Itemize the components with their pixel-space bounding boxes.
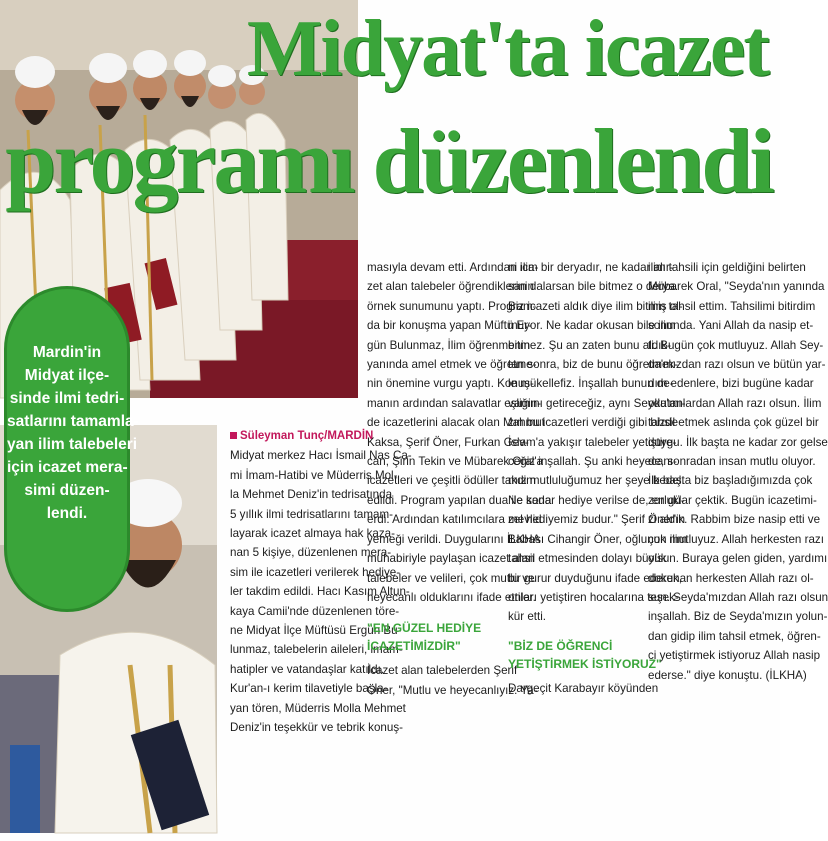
spot-line: sinde ilmi tedri- — [9, 390, 125, 407]
text-line: ilim tahsili için geldiğini belirten — [648, 261, 806, 274]
text-line: sonunda. Yani Allah da nasip et- — [648, 319, 814, 333]
text-line: örnek sunumunu yaptı. Program- — [367, 299, 537, 313]
text-line: da'mızdan razı olsun ve bütün yar- — [648, 358, 826, 372]
text-line: heyecanlı olduklarını ifade ettiler. — [367, 590, 536, 604]
article-column-3 — [508, 258, 688, 698]
text-line: sim ile icazetleri verilerek hediye- — [230, 565, 401, 579]
spot-line: Mardin'in — [32, 344, 102, 361]
text-line: Ne kadar hediye verilse de, en gü- — [508, 493, 685, 507]
text-line: mız mutluluğumuz her şeye bedel. — [508, 474, 685, 488]
text-line: tahsil etmek aslında çok güzel bir — [648, 416, 819, 430]
subheading-line: "EN GÜZEL HEDİYE — [367, 621, 482, 636]
text-line: dım edenlere, bizi bugüne kadar — [648, 377, 814, 391]
text-line: ni ilim bir deryadır, ne kadar alır- — [508, 261, 674, 274]
text-line: ederse." diye konuştu. (İLKHA) — [648, 668, 807, 682]
text-line: yanında amel etmek ve öğretme- — [367, 358, 537, 372]
spot-line: lendi. — [46, 505, 88, 522]
text-line: ilim tahsil ettim. Tahsilimi bitirdim — [648, 299, 816, 313]
subheading-line: İCAZETİMİZDİR" — [367, 639, 461, 654]
text-line: Mübarek Oral, "Seyda'nın yanında — [648, 280, 825, 294]
text-line: duygu. İlk başta ne kadar zor gelse — [648, 435, 828, 449]
text-line: muhabiriyle paylaşan icazet alan — [367, 552, 535, 566]
text-line: gün Bulunmaz, İlim öğrenmenin — [367, 338, 531, 352]
text-line: İcazet alan talebelerden Şerif — [367, 664, 518, 678]
text-line: Biz icazeti aldık diye ilim bitmiş ol- — [508, 299, 683, 313]
spot-line: satlarını tamamla- — [7, 413, 139, 430]
text-line: çok mutluyuz. Allah herkesten razı — [648, 532, 824, 546]
headline — [5, 0, 780, 240]
text-line: yemeği verildi. Duygularını İLKHA — [367, 532, 541, 546]
text-line: bitmez. Şu an zaten bunu aldık- — [508, 338, 672, 352]
text-line: erdi. Ardından katılımcılara mevlid — [367, 513, 542, 527]
byline — [230, 427, 374, 446]
text-line: da bir konuşma yapan Müftü Er- — [367, 319, 532, 333]
text-line: zet alan talebeler öğrendiklerinin — [367, 280, 534, 294]
text-line: İlk başta biz başladığımızda çok — [648, 474, 813, 488]
text-line: tan sonra, biz de bunu öğretmek- — [508, 358, 679, 372]
text-line: Babası Cihangir Öner, oğlunun ilim — [508, 532, 688, 546]
text-line: İslam'a yakışır talebeler yetiştire- — [508, 435, 677, 449]
text-line: onları yetiştiren hocalarına teşek- — [508, 590, 679, 604]
text-line: dan gidip ilim tahsil etmek, öğren- — [648, 629, 821, 643]
text-line: inşallah. Biz de Seyda'mızın yolun- — [648, 610, 828, 624]
spot-summary — [4, 286, 139, 612]
spot-line: simi düzen- — [24, 482, 110, 499]
article-column-1 — [230, 427, 412, 738]
text-line: okutanlardan Allah razı olsun. İlim — [648, 396, 822, 410]
text-line: icazetleri ve çeşitli ödüller takdim — [367, 474, 536, 488]
byline-marker-icon — [230, 432, 237, 439]
text-line: ler takdim edildi. Hacı Kasım Altun- — [230, 585, 410, 599]
text-line: dokunan herkesten Allah razı ol- — [648, 571, 814, 585]
text-line: mi İmam-Hatibi ve Müderris Mol- — [230, 468, 398, 482]
headline-line-2: programı düzenlendi — [5, 110, 772, 212]
text-line: manın ardından salavatlar eşliğin- — [367, 396, 542, 410]
text-line: bir gurur duyduğunu ifade ederek, — [508, 571, 683, 585]
text-line: can, Şirin Tekin ve Mübarek Oral'a — [367, 455, 543, 469]
spot-line: yan ilim talebeleri — [7, 436, 138, 453]
text-line: Midyat merkez Hacı İsmail Nas Ca- — [230, 449, 412, 463]
subheading-line: "BİZ DE ÖĞRENCİ — [508, 638, 613, 653]
text-line: kür etti. — [508, 610, 547, 624]
text-line: Kaksa, Şerif Öner, Furkan Gev- — [367, 435, 529, 449]
text-line: masıyla devam etti. Ardından ica- — [367, 261, 539, 274]
subheading-2 — [508, 637, 662, 673]
text-line: nin önemine vurgu yaptı. Konuş- — [367, 377, 534, 391]
article-column-4 — [648, 258, 828, 685]
text-line: muyor. Ne kadar okusan bile ilim — [508, 319, 676, 333]
text-line: Deniz'in teşekkür ve tebrik konuş- — [230, 721, 403, 735]
text-line: ti. Bugün çok mutluyuz. Allah Sey- — [648, 338, 824, 352]
subheading-line: YETİŞTİRMEK İSTİYORUZ" — [508, 656, 662, 671]
subheading-1 — [367, 619, 501, 655]
spot-line: Midyat ilçe- — [24, 367, 110, 384]
spot-line: için icazet mera- — [7, 459, 128, 476]
text-line: la Mehmet Deniz'in tedrisatında — [230, 488, 393, 502]
text-line: kaya Camii'nde düzenlenen töre- — [230, 604, 400, 618]
text-line: Öner, "Mutlu ve heyecanlıyız. Ya- — [367, 683, 538, 697]
text-line: lunmaz, talebelerin aileleri, imam- — [230, 643, 403, 657]
text-line: Dargeçit Karabayır köyünden — [508, 681, 659, 695]
text-line: olsun. Buraya gelen giden, yardımı — [648, 552, 828, 566]
text-line: hatipler ve vatandaşlar katıldı. — [230, 662, 385, 676]
text-line: Kur'an-ı kerim tilavetiyle başla- — [230, 682, 388, 696]
text-line: san dalarsan bile bitmez o derya. — [508, 280, 679, 294]
text-line: vamını getireceğiz, aynı Seyda'mı- — [508, 396, 686, 410]
text-line: zorluklar çektik. Bugün icazetimi- — [648, 493, 817, 507]
text-line: layarak icazet almaya hak kaza- — [230, 527, 395, 541]
text-line: ci yetiştirmek istiyoruz Allah nasip — [648, 649, 821, 663]
text-line: zel hediyemiz budur." Şerif Öner'in — [508, 513, 686, 527]
byline-text: Süleyman Tunç/MARDİN — [240, 430, 374, 442]
text-line: de, sonradan insan mutlu oluyor. — [648, 455, 816, 469]
text-line: de icazetlerini alacak olan Mahmut — [367, 416, 545, 430]
headline-line-1: Midyat'ta icazet — [246, 5, 768, 93]
text-line: zi aldık. Rabbim bize nasip etti ve — [648, 513, 821, 527]
text-line: zın bu icazetleri verdiği gibi bizde — [508, 416, 679, 430]
text-line: sun. Seyda'mızdan Allah razı olsun — [648, 590, 828, 604]
text-line: nan 5 kişiye, düzenlenen mera- — [230, 546, 392, 560]
text-line: edildi. Program yapılan dua ile sona — [367, 493, 552, 507]
text-line: yan tören, Müderris Molla Mehmet — [230, 701, 406, 715]
text-line: ceğiz inşallah. Şu anki heyecanı- — [508, 455, 677, 469]
text-line: tahsil etmesinden dolayı büyük — [508, 552, 667, 566]
text-line: le mükellefiz. İnşallah bunun de- — [508, 377, 674, 391]
text-line: ne Midyat İlçe Müftüsü Ergün Bu- — [230, 624, 402, 638]
text-line: 5 yıllık ilmi tedrisatlarını tamam- — [230, 507, 393, 521]
text-line: talebeler ve velileri, çok mutlu ve — [367, 571, 535, 585]
